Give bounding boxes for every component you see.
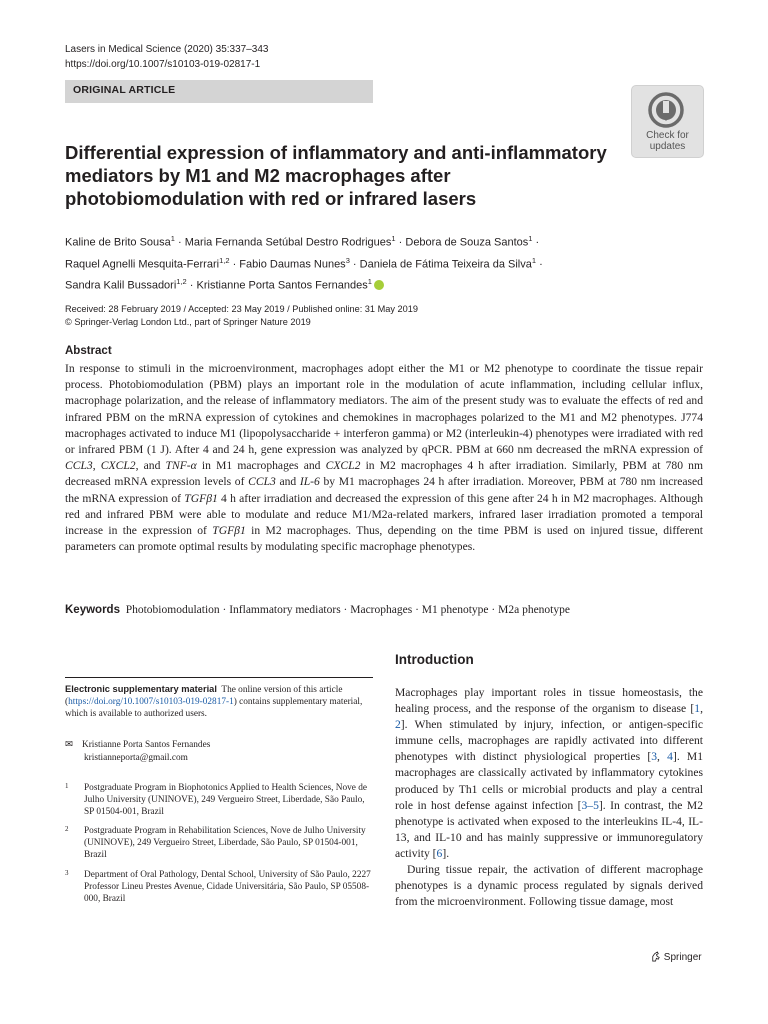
check-updates-text: Check for updates (646, 130, 689, 152)
author-name: Kaline de Brito Sousa (65, 236, 171, 249)
springer-horse-icon (650, 951, 661, 962)
publisher-footer (650, 951, 702, 963)
citation-link[interactable]: 2 (395, 718, 401, 732)
author-name: Debora de Souza Santos (405, 236, 529, 249)
author-name: Daniela de Fátima Teixeira da Silva (359, 258, 532, 271)
affiliation-2: 2 Postgraduate Program in Rehabilitation Sciences, Nove de Julho University (UNINOVE), 249 Vergueiro Street, Liberdade, São Paulo, SP 01504-001, Brazil (65, 825, 366, 861)
citation-link[interactable]: 1 (694, 702, 701, 716)
corresponding-name: Kristianne Porta Santos Fernandes (81, 740, 211, 750)
footnote-divider (65, 677, 373, 678)
affiliation-3: 3 Department of Oral Pathology, Dental School, University of São Paulo, 2227 Professor Lineu Prestes Avenue, Cidade Universitária, São Paulo, SP 05508-000, Brazil (65, 869, 371, 905)
introduction-body (395, 685, 703, 910)
author-name: Kristianne Porta Santos Fernandes (196, 279, 368, 292)
article-type-band (65, 80, 373, 103)
author-name: Raquel Agnelli Mesquita-Ferrari (65, 258, 220, 271)
abstract-heading: Abstract (65, 345, 112, 357)
introduction-heading: Introduction (395, 652, 474, 667)
intro-paragraph-1: Macrophages play important roles in tissue homeostasis, the healing process, and the response of the organism to disease [1, 2]. When stimulated by injury, infection, or antigen-specific immune cells, macrophages are rapidly activated into different phenotypes with distinct physiological properties [3, 4]. M1 macrophages are classically activated by inflammatory cytokines produced by Th1 cells or microbial products and play a central role in host defense against infection [3–5]. In contrast, the M2 phenotype is activated when exposed to the interleukins IL-4, IL-13, and IL-10 and has mainly suppressive or immunoregulatory activity [6]. (395, 686, 704, 860)
copyright-line: © Springer-Verlag London Ltd., part of Springer Nature 2019 (65, 317, 311, 327)
supplementary-note: Electronic supplementary material The online version of this article (https://doi.org/10.1007/s10103-019-02817-1) contains supplementary material, which is available to authorized users. (65, 684, 363, 720)
keywords (65, 602, 570, 618)
check-for-updates-badge[interactable] (631, 85, 704, 158)
citation-link[interactable]: 4 (667, 750, 673, 764)
publication-dates (65, 303, 418, 329)
citation-link[interactable]: 6 (436, 846, 443, 860)
orcid-icon[interactable] (374, 280, 384, 290)
intro-paragraph-2: During tissue repair, the activation of different macrophage phenotypes is a dynamic process regulated by signals derived from the microenvironment. Following tissue damage, most (395, 863, 703, 909)
affiliation-1: 1 Postgraduate Program in Biophotonics Applied to Health Sciences, Nove de Julho University (UNINOVE), 249 Vergueiro Street, Liberdade, São Paulo, SP 01504-001, Brazil (65, 782, 367, 818)
publisher-name: Springer (663, 952, 702, 963)
author-list: Kaline de Brito Sousa$^1$ · Maria Fernanda Setúbal Destro Rodrigues$^1$ · Debora de Souza Santos$^1$ · Raquel Agnelli Mesquita-Ferrari$^{1,2}$ · Fabio Daumas Nunes$^3$ · Daniela de Fátima Teixeira da Silva$^1$ · Sandra Kalil Bussadori$^{1,2}$ · Kristianne Porta Santos Fernandes$^1$ (65, 234, 543, 292)
keywords-text: Photobiomodulation · Inflammatory mediators · Macrophages · M1 phenotype · M2a phenotype (125, 604, 570, 616)
keywords-label: Keywords (65, 604, 120, 616)
check-updates-icon (648, 92, 684, 128)
citation-link[interactable]: 3–5 (581, 798, 599, 812)
supplementary-link[interactable]: https://doi.org/10.1007/s10103-019-02817-1 (68, 697, 234, 708)
corresponding-email[interactable]: kristianneporta@gmail.com (84, 753, 188, 763)
article-title: Differential expression of inflammatory and anti-inflammatory mediators by M1 and M2 macrophages after photobiomodulation with red or infrared lasers (65, 142, 607, 209)
envelope-icon: ✉ (65, 740, 73, 750)
abstract-body: In response to stimuli in the microenvironment, macrophages adopt either the M1 or M2 phenotype to coordinate the tissue repair process. Photobiomodulation (PBM) plays an important role in the modulation of acute inflammation, including cellular influx, macrophage polarization, and the release of inflammatory mediators. The aim of the present study was to evaluate the effects of red and infrared PBM on the mRNA expression of cytokines and chemokines in macrophages polarized to the M1 and M2 phenotypes. J774 macrophages activated to induce M1 (lipopolysaccharide + interferon gamma) or M2 (interleukin-4) phenotypes were irradiated with red or infrared PBM (1 J). After 4 and 24 h, gene expression was analyzed by qPCR. PBM at 660 nm decreased the mRNA expression of CCL3, CXCL2, and TNF-α in M1 macrophages and CXCL2 in M2 macrophages 4 h after irradiation. Similarly, PBM at 780 nm decreased mRNA expression levels of CCL3 and IL-6 by M1 macrophages 24 h after irradiation. Moreover, PBM at 780 nm increased the mRNA expression of TGFβ1 4 h after irradiation and decreased the expression of this gene after 24 h in M2 macrophages. Although red and infrared PBM were able to modulate and reduce M1/M2a-related markers, infrared laser irradiation promoted a temporal increase in the expression of TGFβ1 in M2 macrophages. Thus, depending on the time PBM is used on injured tissue, different parameters can promote optimal results by modulating specific macrophage phenotypes. (65, 362, 704, 554)
author-name: Fabio Daumas Nunes (239, 258, 346, 271)
journal-header (65, 42, 268, 72)
article-type-label: ORIGINAL ARTICLE (73, 84, 176, 96)
history-dates: Received: 28 February 2019 / Accepted: 23 May 2019 / Published online: 31 May 2019 (65, 304, 418, 314)
article-doi[interactable]: https://doi.org/10.1007/s10103-019-02817-1 (65, 59, 261, 70)
author-name: Maria Fernanda Setúbal Destro Rodrigues (184, 236, 392, 249)
corresponding-author (65, 739, 210, 765)
citation-link[interactable]: 3 (651, 750, 658, 764)
author-name: Sandra Kalil Bussadori (65, 279, 177, 292)
journal-citation: Lasers in Medical Science (2020) 35:337–343 (65, 44, 269, 55)
